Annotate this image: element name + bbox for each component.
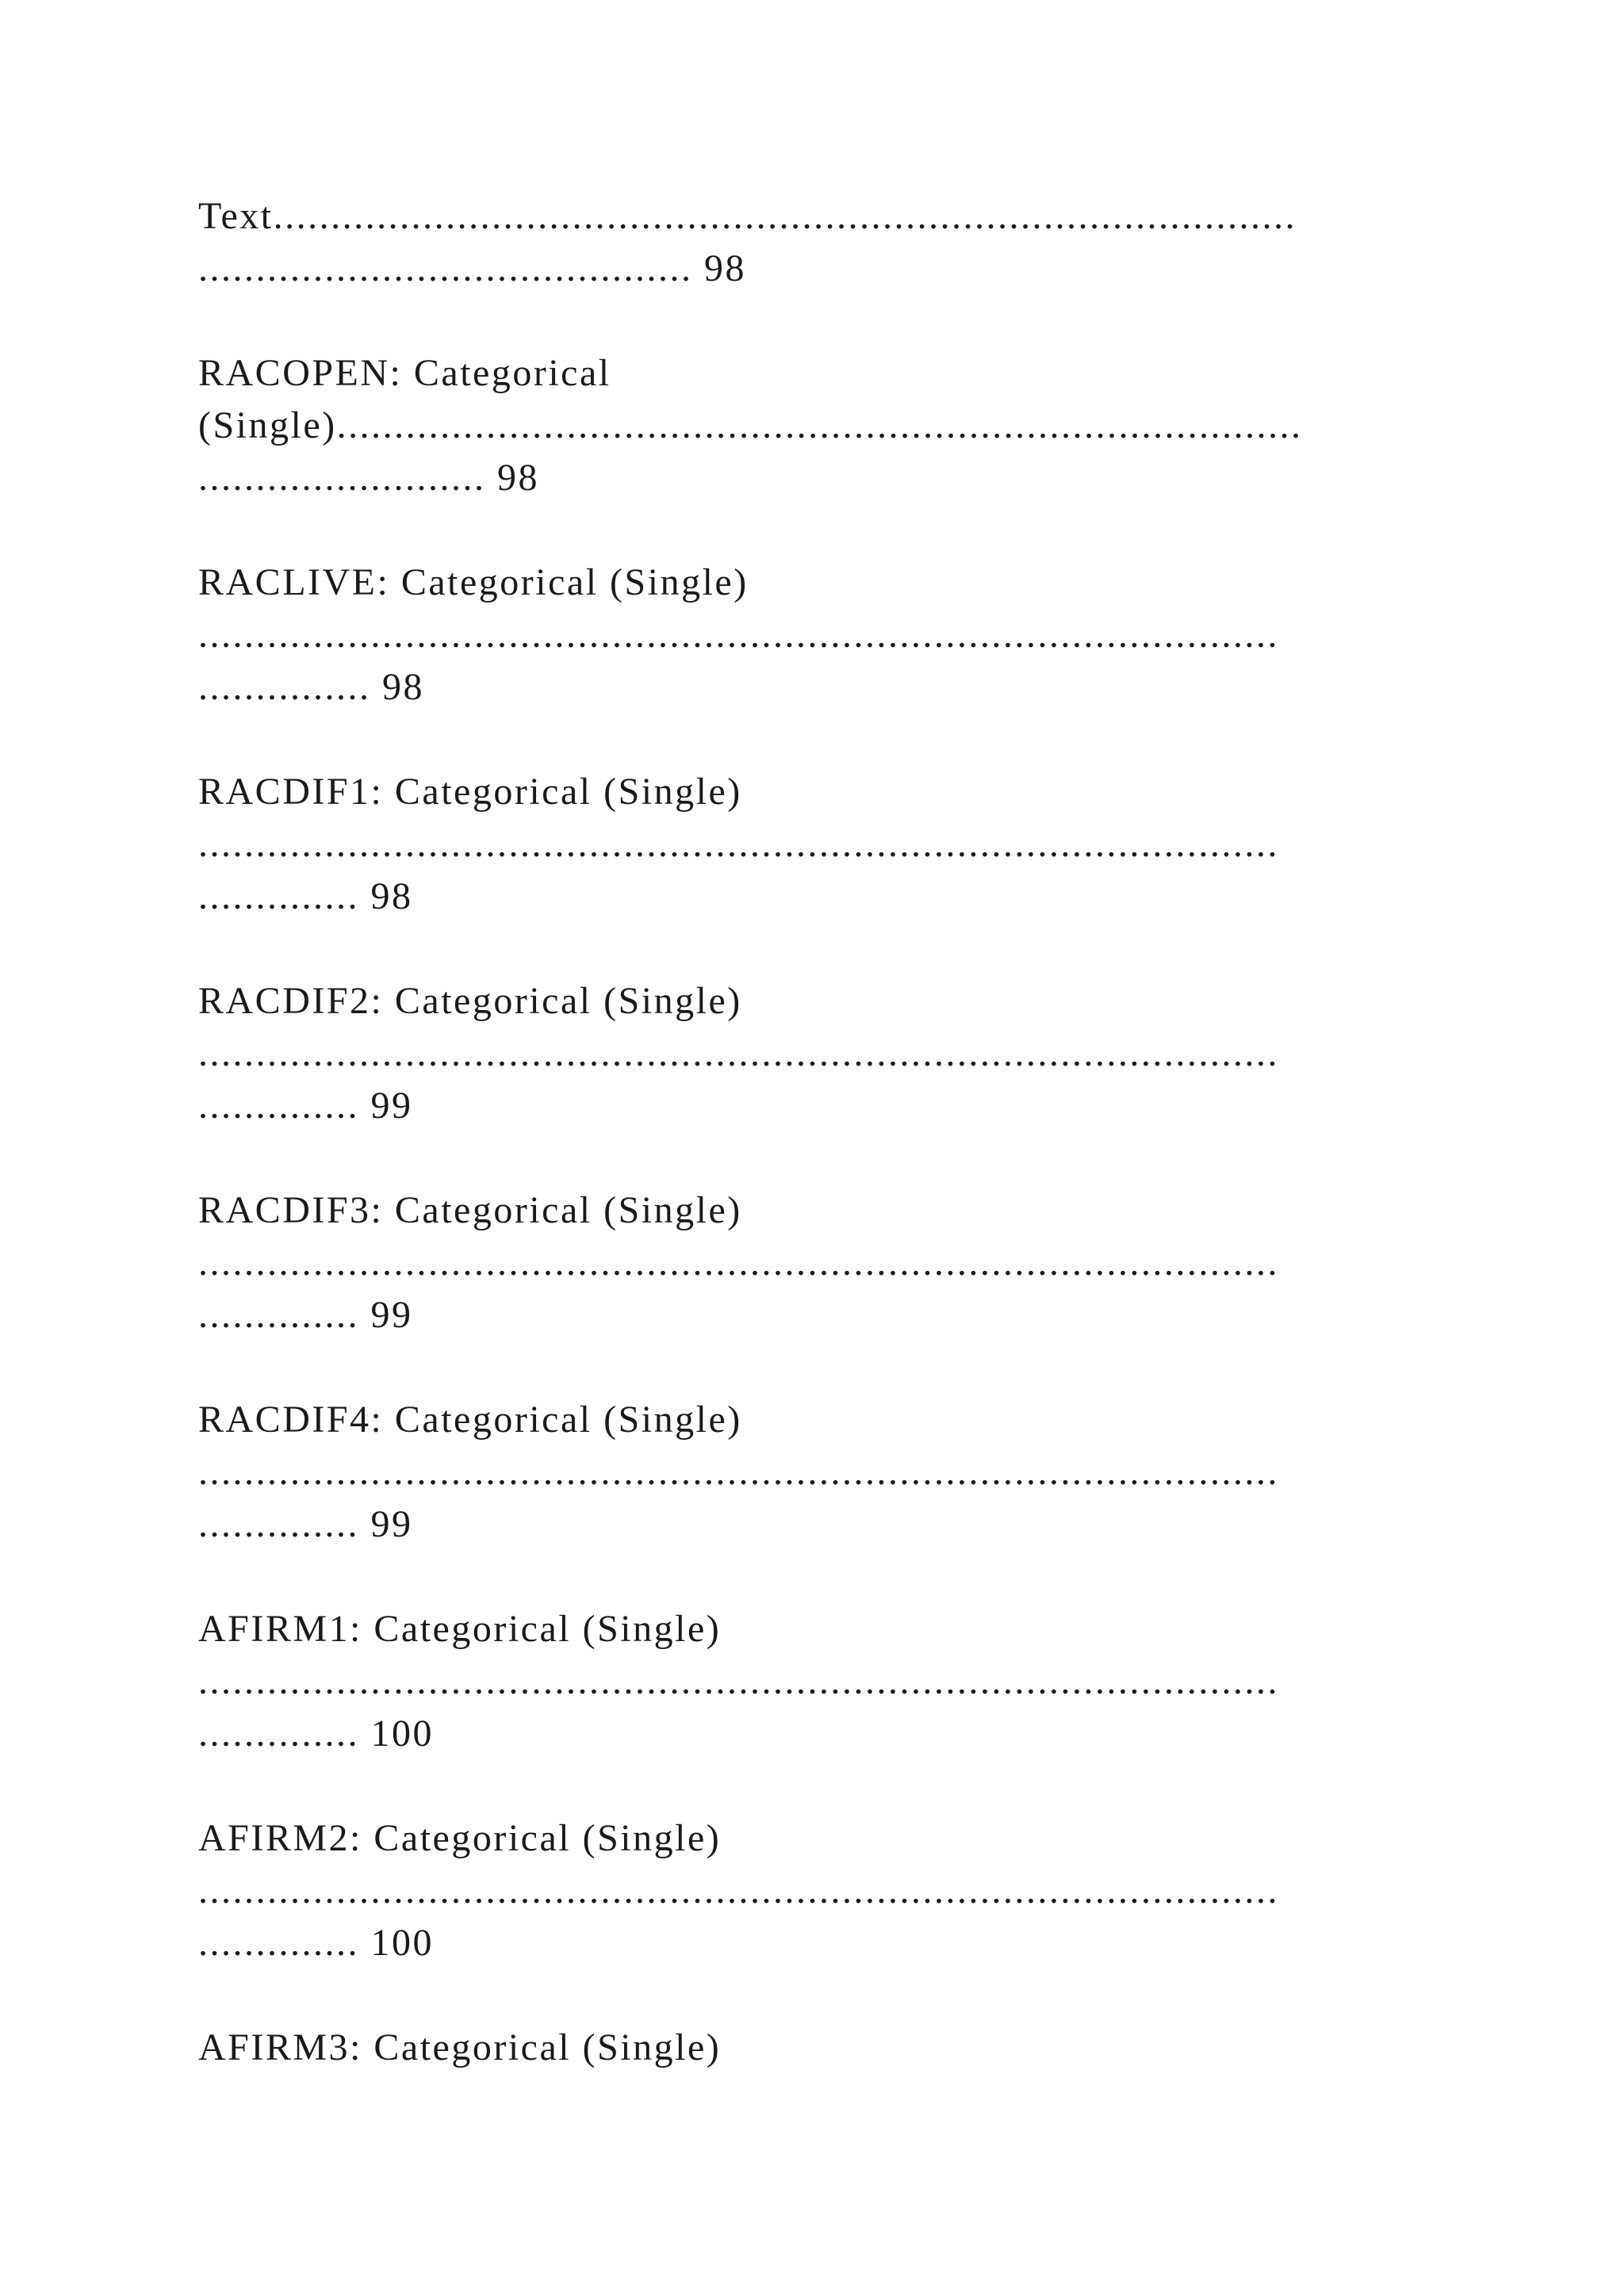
toc-line: Text......................................................................................... [198, 195, 1297, 237]
toc-line: .............. 99 [198, 1294, 413, 1336]
toc-line: .............. 99 [198, 1085, 413, 1127]
toc-line: AFIRM2: Categorical (Single) [198, 1817, 722, 1859]
toc-line: RACLIVE: Categorical (Single) [198, 561, 749, 603]
toc-line: .............................................................................................. [198, 614, 1279, 656]
toc-line: .............................................................................................. [198, 1032, 1279, 1074]
toc-line: AFIRM1: Categorical (Single) [198, 1608, 722, 1650]
toc-line: RACOPEN: Categorical [198, 352, 611, 394]
toc-line: .............................................................................................. [198, 1869, 1279, 1911]
toc-line: RACDIF4: Categorical (Single) [198, 1399, 742, 1441]
toc-entry-afirm2 [198, 1812, 1435, 1969]
toc-line: RACDIF3: Categorical (Single) [198, 1189, 742, 1231]
toc-entry-racdif3 [198, 1184, 1435, 1341]
toc-entry-afirm3 [198, 2022, 1435, 2074]
toc-entry-racopen [198, 347, 1435, 504]
toc-line: RACDIF1: Categorical (Single) [198, 771, 742, 813]
toc-line: .............. 98 [198, 875, 413, 917]
toc-entry-racdif2 [198, 975, 1435, 1132]
toc-line: AFIRM3: Categorical (Single) [198, 2026, 722, 2068]
toc-line: .............................................................................................. [198, 1242, 1279, 1284]
toc-entry-text [198, 190, 1435, 295]
toc-entry-racdif1 [198, 766, 1435, 923]
toc-line: .............................................................................................. [198, 823, 1279, 865]
toc-line: .............. 99 [198, 1503, 413, 1545]
toc-line: ......................... 98 [198, 457, 539, 499]
toc-entry-afirm1 [198, 1603, 1435, 1760]
toc-line: .............................................................................................. [198, 1451, 1279, 1493]
toc-line: (Single).................................................................................... [198, 404, 1303, 446]
toc-line: .............. 100 [198, 1712, 434, 1755]
toc-entry-raclive [198, 557, 1435, 714]
toc-entry-racdif4 [198, 1394, 1435, 1551]
toc-line: RACDIF2: Categorical (Single) [198, 980, 742, 1022]
toc-line: .............. 100 [198, 1922, 434, 1964]
toc-line: ............... 98 [198, 666, 424, 708]
toc-line: .............................................................................................. [198, 1660, 1279, 1702]
table-of-contents [198, 190, 1435, 2126]
toc-line: ........................................... 98 [198, 247, 746, 289]
